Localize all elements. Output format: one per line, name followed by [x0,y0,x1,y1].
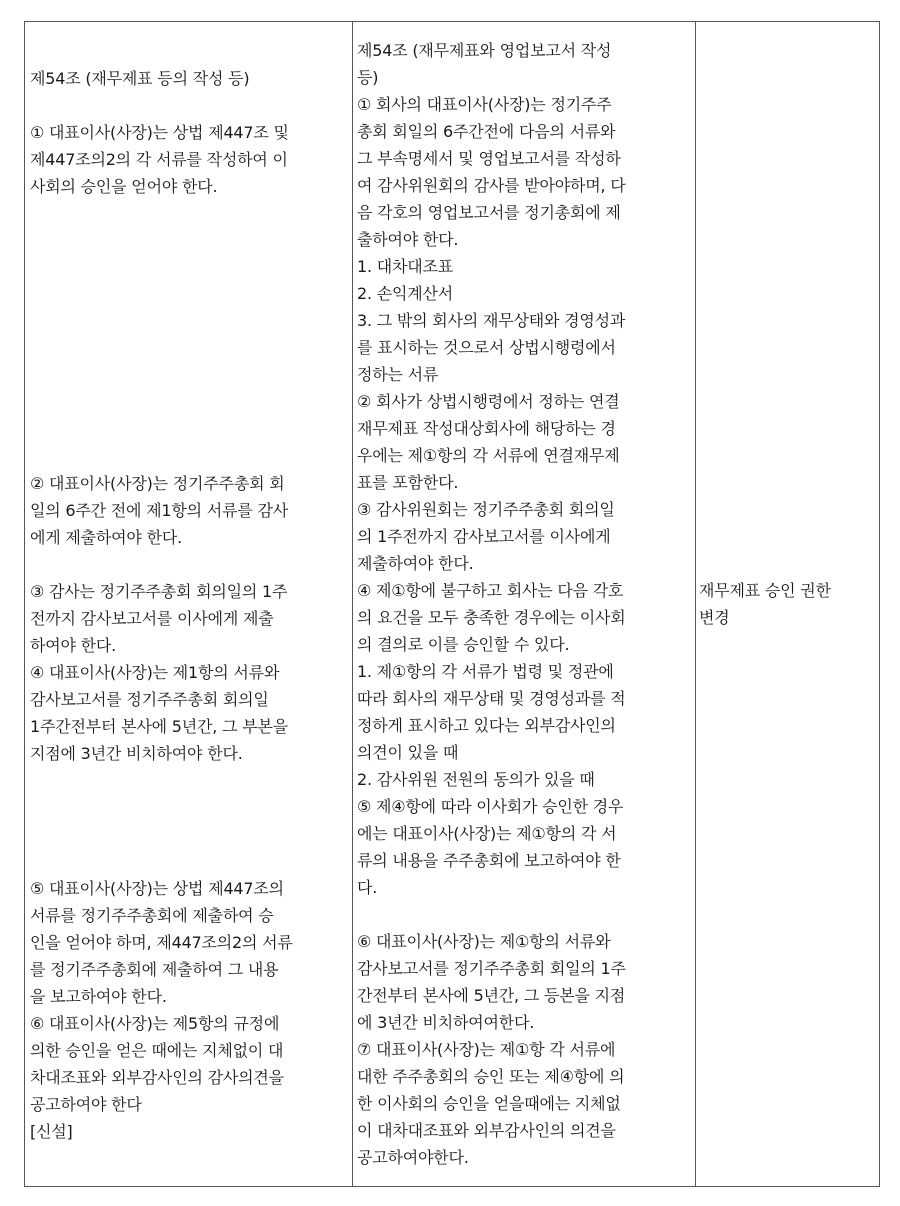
before-text: 제54조 (재무제표 등의 작성 등) ① 대표이사(사장)는 상법 제447조 및 제447조의2의 각 서류를 작성하여 이 사회의 승인을 얻어야 한다. ② 대표이사(사장)는 정기주주총회 회 일의 6주간 전에 제1항의 서류를 감사 에게 제출하여야 한다. ③ 감사는 정기주주총회 회의일의 1주 전까지 감사보고서를 이사에게 제출 하여야 한다. ④ 대표이사(사장)는 제1항의 서류와 감사보고서를 정기주주총회 회의일 1주간전부터 본사에 5년간, 그 부본을 지점에 3년간 비치하여야 한다. ⑤ 대표이사(사장)는 상법 제447조의 서류를 정기주주총회에 제출하여 승 인을 얻어야 하며, 제447조의2의 서류 를 정기주주총회에 제출하여 그 내용 을 보고하여야 한다. ⑥ 대표이사(사장)는 제5항의 규정에 의한 승인을 얻은 때에는 지체없이 대 차대조표와 외부감사인의 감사의견을 공고하여야 한다 [신설] [30,69,293,1141]
amendment-table [24,21,880,1187]
before-cell [25,22,353,1187]
reason-cell [696,22,880,1187]
after-text: 제54조 (재무제표와 영업보고서 작성 등) ① 회사의 대표이사(사장)는 정기주주 총회 회일의 6주간전에 다음의 서류와 그 부속명세서 및 영업보고서를 작성하 여 감사위원회의 감사를 받아야하며, 다 음 각호의 영업보고서를 정기총회에 제 출하여야 한다. 1. 대차대조표 2. 손익계산서 3. 그 밖의 회사의 재무상태와 경영성과 를 표시하는 것으로서 상법시행령에서 정하는 서류 ② 회사가 상법시행령에서 정하는 연결 재무제표 작성대상회사에 해당하는 경 우에는 제①항의 각 서류에 연결재무제 표를 포함한다. ③ 감사위원회는 정기주주총회 회의일 의 1주전까지 감사보고서를 이사에게 제출하여야 한다. ④ 제①항에 불구하고 회사는 다음 각호 의 요건을 모두 충족한 경우에는 이사회 의 결의로 이를 승인할 수 있다. 1. 제①항의 각 서류가 법령 및 정관에 따라 회사의 재무상태 및 경영성과를 적 정하게 표시하고 있다는 외부감사인의 의견이 있을 때 2. 감사위원 전원의 동의가 있을 때 ⑤ 제④항에 따라 이사회가 승인한 경우 에는 대표이사(사장)는 제①항의 각 서 류의 내용을 주주총회에 보고하여야 한 다. ⑥ 대표이사(사장)는 제①항의 서류와 감사보고서를 정기주주총회 회일의 1주 간전부터 본사에 5년간, 그 등본을 지점 에 3년간 비치하여여한다. ⑦ 대표이사(사장)는 제①항 각 서류에 대한 주주총회의 승인 또는 제④항에 의 한 이사회의 승인을 얻을때에는 지체없 이 대차대조표와 외부감사인의 의견을 공고하여야한다. [357,41,626,1167]
table-row [25,22,880,1187]
reason-text: 재무제표 승인 권한 변경 [699,581,831,627]
after-cell [353,22,696,1187]
